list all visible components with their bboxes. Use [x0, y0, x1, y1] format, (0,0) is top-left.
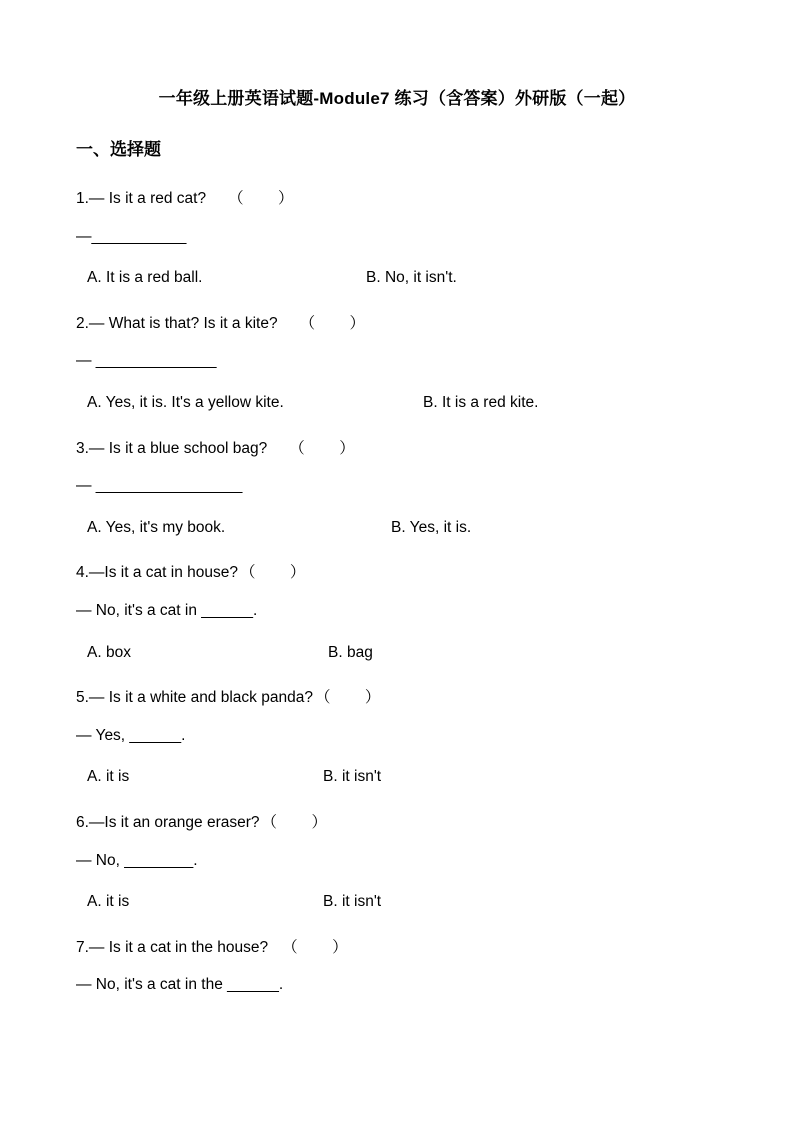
question-7: [76, 935, 348, 957]
question-1-option-b: B. No, it isn't.: [366, 269, 457, 286]
question-7-answer-blank: （ ）: [282, 939, 348, 956]
question-6-answer-blank: （ ）: [261, 814, 327, 831]
question-1-answer-blank: （ ）: [228, 190, 294, 207]
question-2-text: 2.— What is that? Is it a kite?: [76, 315, 278, 332]
question-3: [76, 436, 355, 458]
question-1-option-a: A. It is a red ball.: [87, 269, 203, 286]
question-2-option-a: A. Yes, it is. It's a yellow kite.: [87, 394, 284, 411]
question-1-response: —___________: [76, 228, 187, 245]
question-1-text: 1.— Is it a red cat?: [76, 190, 207, 207]
question-3-option-b: B. Yes, it is.: [391, 519, 472, 536]
question-4-response: — No, it's a cat in ______.: [76, 602, 258, 619]
question-3-option-a: A. Yes, it's my book.: [87, 519, 226, 536]
question-4-answer-blank: （ ）: [239, 564, 306, 581]
question-1: [76, 186, 294, 208]
question-2: [76, 311, 365, 333]
question-6-option-b: B. it isn't: [323, 893, 382, 910]
question-7-response: — No, it's a cat in the ______.: [76, 976, 284, 993]
question-5-option-a: A. it is: [87, 768, 130, 785]
question-4-text: 4.—Is it a cat in house?: [76, 564, 238, 581]
question-7-text: 7.— Is it a cat in the house?: [76, 939, 269, 956]
question-2-answer-blank: （ ）: [299, 315, 366, 332]
question-5-option-b: B. it isn't: [323, 768, 382, 785]
page-title: 一年级上册英语试题-Module7 练习（含答案）外研版（一起）: [158, 89, 636, 108]
question-5-answer-blank: （ ）: [314, 689, 381, 706]
question-3-response: — _________________: [76, 477, 243, 494]
question-4: [76, 560, 305, 582]
question-3-text: 3.— Is it a blue school bag?: [76, 440, 268, 457]
question-3-answer-blank: （ ）: [289, 440, 355, 457]
question-4-option-b: B. bag: [328, 644, 373, 661]
question-6-text: 6.—Is it an orange eraser?: [76, 814, 260, 831]
section-heading: 一、选择题: [76, 140, 161, 159]
question-6: [76, 810, 327, 832]
question-2-option-b: B. It is a red kite.: [423, 394, 539, 411]
question-2-response: — ______________: [76, 352, 217, 369]
question-6-option-a: A. it is: [87, 893, 130, 910]
question-5-text: 5.— Is it a white and black panda?: [76, 689, 313, 706]
question-5: [76, 685, 380, 707]
question-4-option-a: A. box: [87, 644, 131, 661]
question-5-response: — Yes, ______.: [76, 727, 186, 744]
question-6-response: — No, ________.: [76, 852, 198, 869]
